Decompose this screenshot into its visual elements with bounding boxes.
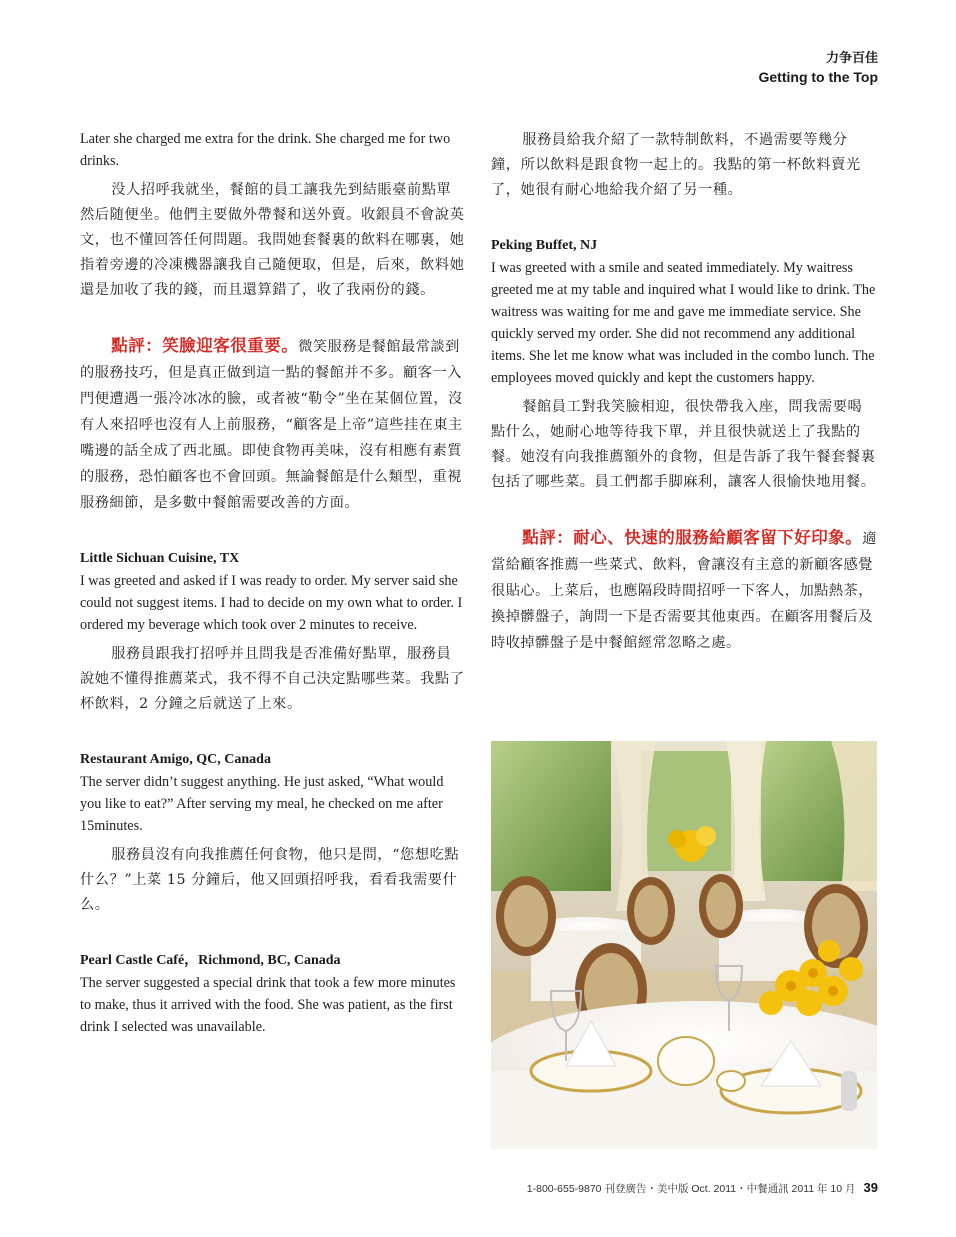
paragraph-zh: 没人招呼我就坐，餐館的員工讓我先到結賬臺前點單然后随便坐。他們主要做外帶餐和送外賣。收銀員不會說英文，也不懂回答任何問題。我問她套餐裏的飲料在哪裏，她指着旁邊的冷凍機器讓我自己隨便取，但是，后來，飲料她還是加收了我的錢，而且還算錯了，收了我兩份的錢。 — [80, 182, 465, 298]
page-number: 39 — [863, 1180, 878, 1195]
page-footer — [527, 1180, 878, 1196]
review-body: 微笑服務是餐館最常談到的服務技巧，但是真正做到這一點的餐館并不多。顧客一入門便遭遇一張冷冰冰的臉，或者被“勒令”坐在某個位置，沒有人來招呼也沒有人上前服務，“顧客是上帝”這些挂在東主嘴邊的話全成了西北風。即使食物再美味，沒有相應有素質的服務，恐怕顧客也不會回頭。無論餐館是什么類型，重視服務細節，是多數中餐館需要改善的方面。 — [80, 339, 463, 511]
restaurant-title: Pearl Castle Café，Richmond, BC, Canada — [80, 953, 341, 968]
left-column — [80, 128, 466, 1038]
review-heading: 點評：耐心、快速的服務給顧客留下好印象。 — [522, 528, 863, 547]
paragraph-en: The server suggested a special drink that took a few more minutes to make, thus it arrived with the food. She was patient, as the first drink I selected was unavailable. — [80, 975, 456, 1035]
restaurant-title: Restaurant Amigo, QC, Canada — [80, 752, 271, 767]
restaurant-photo — [491, 741, 877, 1149]
review-body: 適當給顧客推薦一些菜式、飲料，會讓沒有主意的新顧客感覺很貼心。上菜后，也應隔段時間招呼一下客人，加點熱茶，換掉髒盤子，詢問一下是否需要其他東西。在顧客用餐后及時收掉髒盤子是中餐館經常忽略之處。 — [491, 531, 877, 651]
section-header — [759, 50, 879, 86]
paragraph-en: I was greeted with a smile and seated immediately. My waitress greeted me at my table and inquired what I would like to drink. The waitress was waiting for me and gave me immediate service. She quickly served my order. She did not recommend any additional items. She let me know what was included in the combo lunch. The employees moved quickly and kept the customers happy. — [491, 260, 876, 386]
restaurant-title: Little Sichuan Cuisine, TX — [80, 551, 240, 566]
restaurant-title: Peking Buffet, NJ — [491, 238, 598, 253]
paragraph-zh: 服務員跟我打招呼并且問我是否准備好點單，服務員說她不懂得推薦菜式，我不得不自己決定點哪些菜。我點了杯飲料，2 分鐘之后就送了上來。 — [80, 646, 465, 712]
review-paragraph — [491, 525, 877, 656]
review-heading: 點評：笑臉迎客很重要。 — [111, 336, 299, 355]
paragraph-zh: 服務員沒有向我推薦任何食物，他只是問，“您想吃點什么？”上菜 15 分鐘后，他又回頭招呼我，看看我需要什么。 — [80, 847, 460, 913]
paragraph-zh: 服務員給我介紹了一款特制飲料，不過需要等幾分鐘，所以飲料是跟食物一起上的。我點的第一杯飲料賣光了，她很有耐心地給我介紹了另一種。 — [491, 132, 861, 198]
footer-text: 1-800-655-9870 刊登廣告・美中版 Oct. 2011・中餐通訊 2011 年 10 月 — [526, 1183, 856, 1195]
paragraph-en: Later she charged me extra for the drink. She charged me for two drinks. — [80, 131, 451, 169]
review-paragraph — [80, 333, 466, 516]
paragraph-en: The server didn’t suggest anything. He just asked, “What would you like to eat?” After serving my meal, he checked on me after 15minutes. — [80, 774, 444, 834]
section-title-en: Getting to the Top — [758, 69, 878, 85]
section-title-zh: 力争百佳 — [825, 51, 878, 66]
right-column — [491, 128, 877, 656]
paragraph-en: I was greeted and asked if I was ready to order. My server said she could not suggest items. I had to decide on my own what to order. I ordered my beverage which took over 2 minutes to receive. — [80, 573, 463, 633]
paragraph-zh: 餐館員工對我笑臉相迎，很快帶我入座，問我需要喝點什么，她耐心地等待我下單，并且很快就送上了我點的餐。她沒有向我推薦額外的食物，但是告訴了我午餐套餐裏包括了哪些菜。員工們都手脚麻利，讓客人很愉快地用餐。 — [491, 399, 876, 490]
